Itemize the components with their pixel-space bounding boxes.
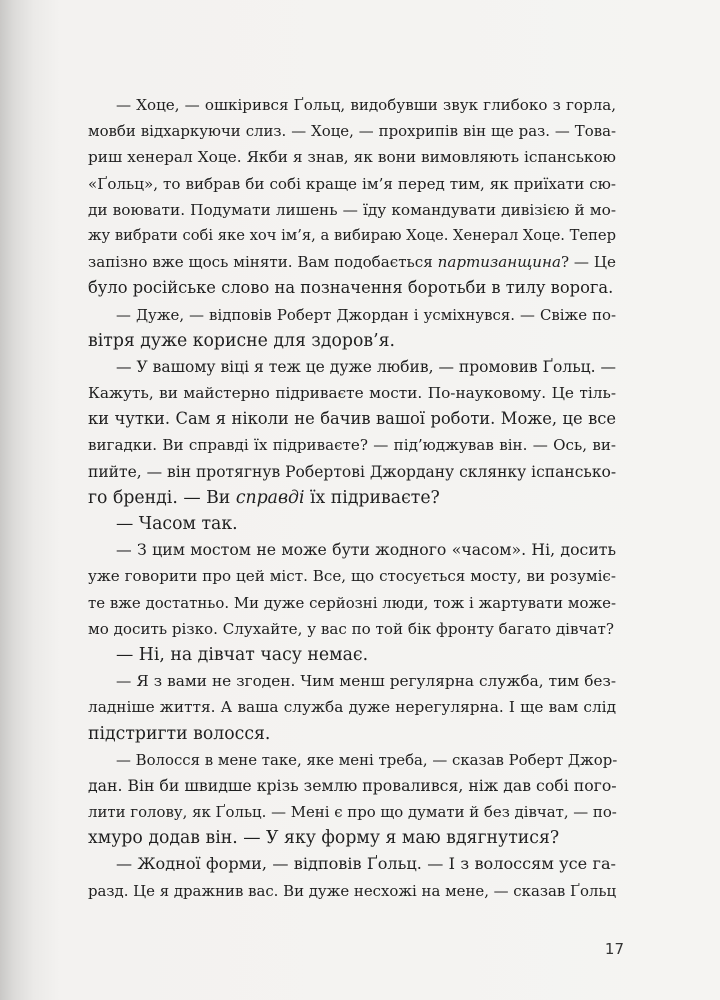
- text-line: уже говорити про цей міст. Все, що стосується мосту, ви розуміє-: [88, 567, 616, 586]
- text-line: го бренді. — Ви справді їх підриваєте?: [88, 487, 440, 508]
- text-line: — Часом так.: [116, 514, 238, 534]
- text-line: ладніше життя. А ваша служба дуже нерегулярна. І ще вам слід: [88, 698, 616, 717]
- text-line: підстригти волосся.: [88, 723, 271, 744]
- text-line: Кажуть, ви майстерно підриваєте мости. По-науковому. Це тіль-: [88, 384, 616, 403]
- text-line: — Волосся в мене таке, яке мені треба, — сказав Роберт Джор-: [116, 750, 618, 769]
- text-line: вітря дуже корисне для здоров’я.: [88, 330, 395, 351]
- text-line: риш хенерал Хоце. Якби я знав, як вони вимовляють іспанською: [88, 148, 616, 167]
- text-line: — Я з вами не згоден. Чим менш регулярна служба, тим без-: [116, 672, 616, 691]
- text-line: запізно вже щось міняти. Вам подобається партизанщина? — Це: [88, 253, 616, 272]
- text-line: — Жодної форми, — відповів Ґольц. — І з волоссям усе га-: [116, 854, 616, 874]
- text-line: хмуро додав він. — У яку форму я маю вдягнутися?: [88, 828, 560, 849]
- text-line: те вже достатньо. Ми дуже серйозні люди, тож і жартувати може-: [88, 593, 616, 612]
- text-line: «Ґольц», то вибрав би собі краще ім’я перед тим, як приїхати сю-: [88, 174, 616, 193]
- text-line: ди воювати. Подумати лишень — їду командувати дивізією й мо-: [88, 200, 616, 219]
- text-line: лити голову, як Ґольц. — Мені є про що думати й без дівчат, — по-: [88, 803, 617, 822]
- text-line: — З цим мостом не може бути жодного «часом». Ні, досить: [116, 540, 616, 560]
- text-line: ки чутки. Сам я ніколи не бачив вашої роботи. Може, це все: [88, 409, 616, 429]
- body-text: [88, 92, 616, 904]
- text-line: було російське слово на позначення боротьби в тилу ворога.: [88, 278, 614, 298]
- text-line: пийте, — він протягнув Робертові Джордану склянку іспансько-: [88, 462, 617, 481]
- text-line: мо досить різко. Слухайте, у вас по той бік фронту багато дівчат?: [88, 619, 614, 638]
- text-line: — У вашому віці я теж це дуже любив, — промовив Ґольц. —: [116, 357, 616, 376]
- text-line: вигадки. Ви справді їх підриваєте? — під’юджував він. — Ось, ви-: [88, 436, 616, 455]
- text-line: — Дуже, — відповів Роберт Джордан і усміхнувся. — Свіже по-: [116, 305, 616, 324]
- text-line: — Ні, на дівчат часу немає.: [116, 644, 369, 665]
- page-number: 17: [604, 940, 624, 958]
- text-line: — Хоце, — ошкірився Ґольц, видобувши звук глибоко з горла,: [116, 96, 616, 114]
- text-line: жу вибрати собі яке хоч ім’я, а вибираю Хоце. Хенерал Хоце. Тепер: [88, 226, 616, 244]
- text-line: разд. Це я дражнив вас. Ви дуже несхожі на мене, — сказав Ґольц: [88, 881, 617, 900]
- text-line: дан. Він би швидше крізь землю провалився, ніж дав собі пого-: [88, 775, 617, 795]
- text-line: мовби відхаркуючи слиз. — Хоце, — прохрипів він ще раз. — Това-: [88, 122, 616, 141]
